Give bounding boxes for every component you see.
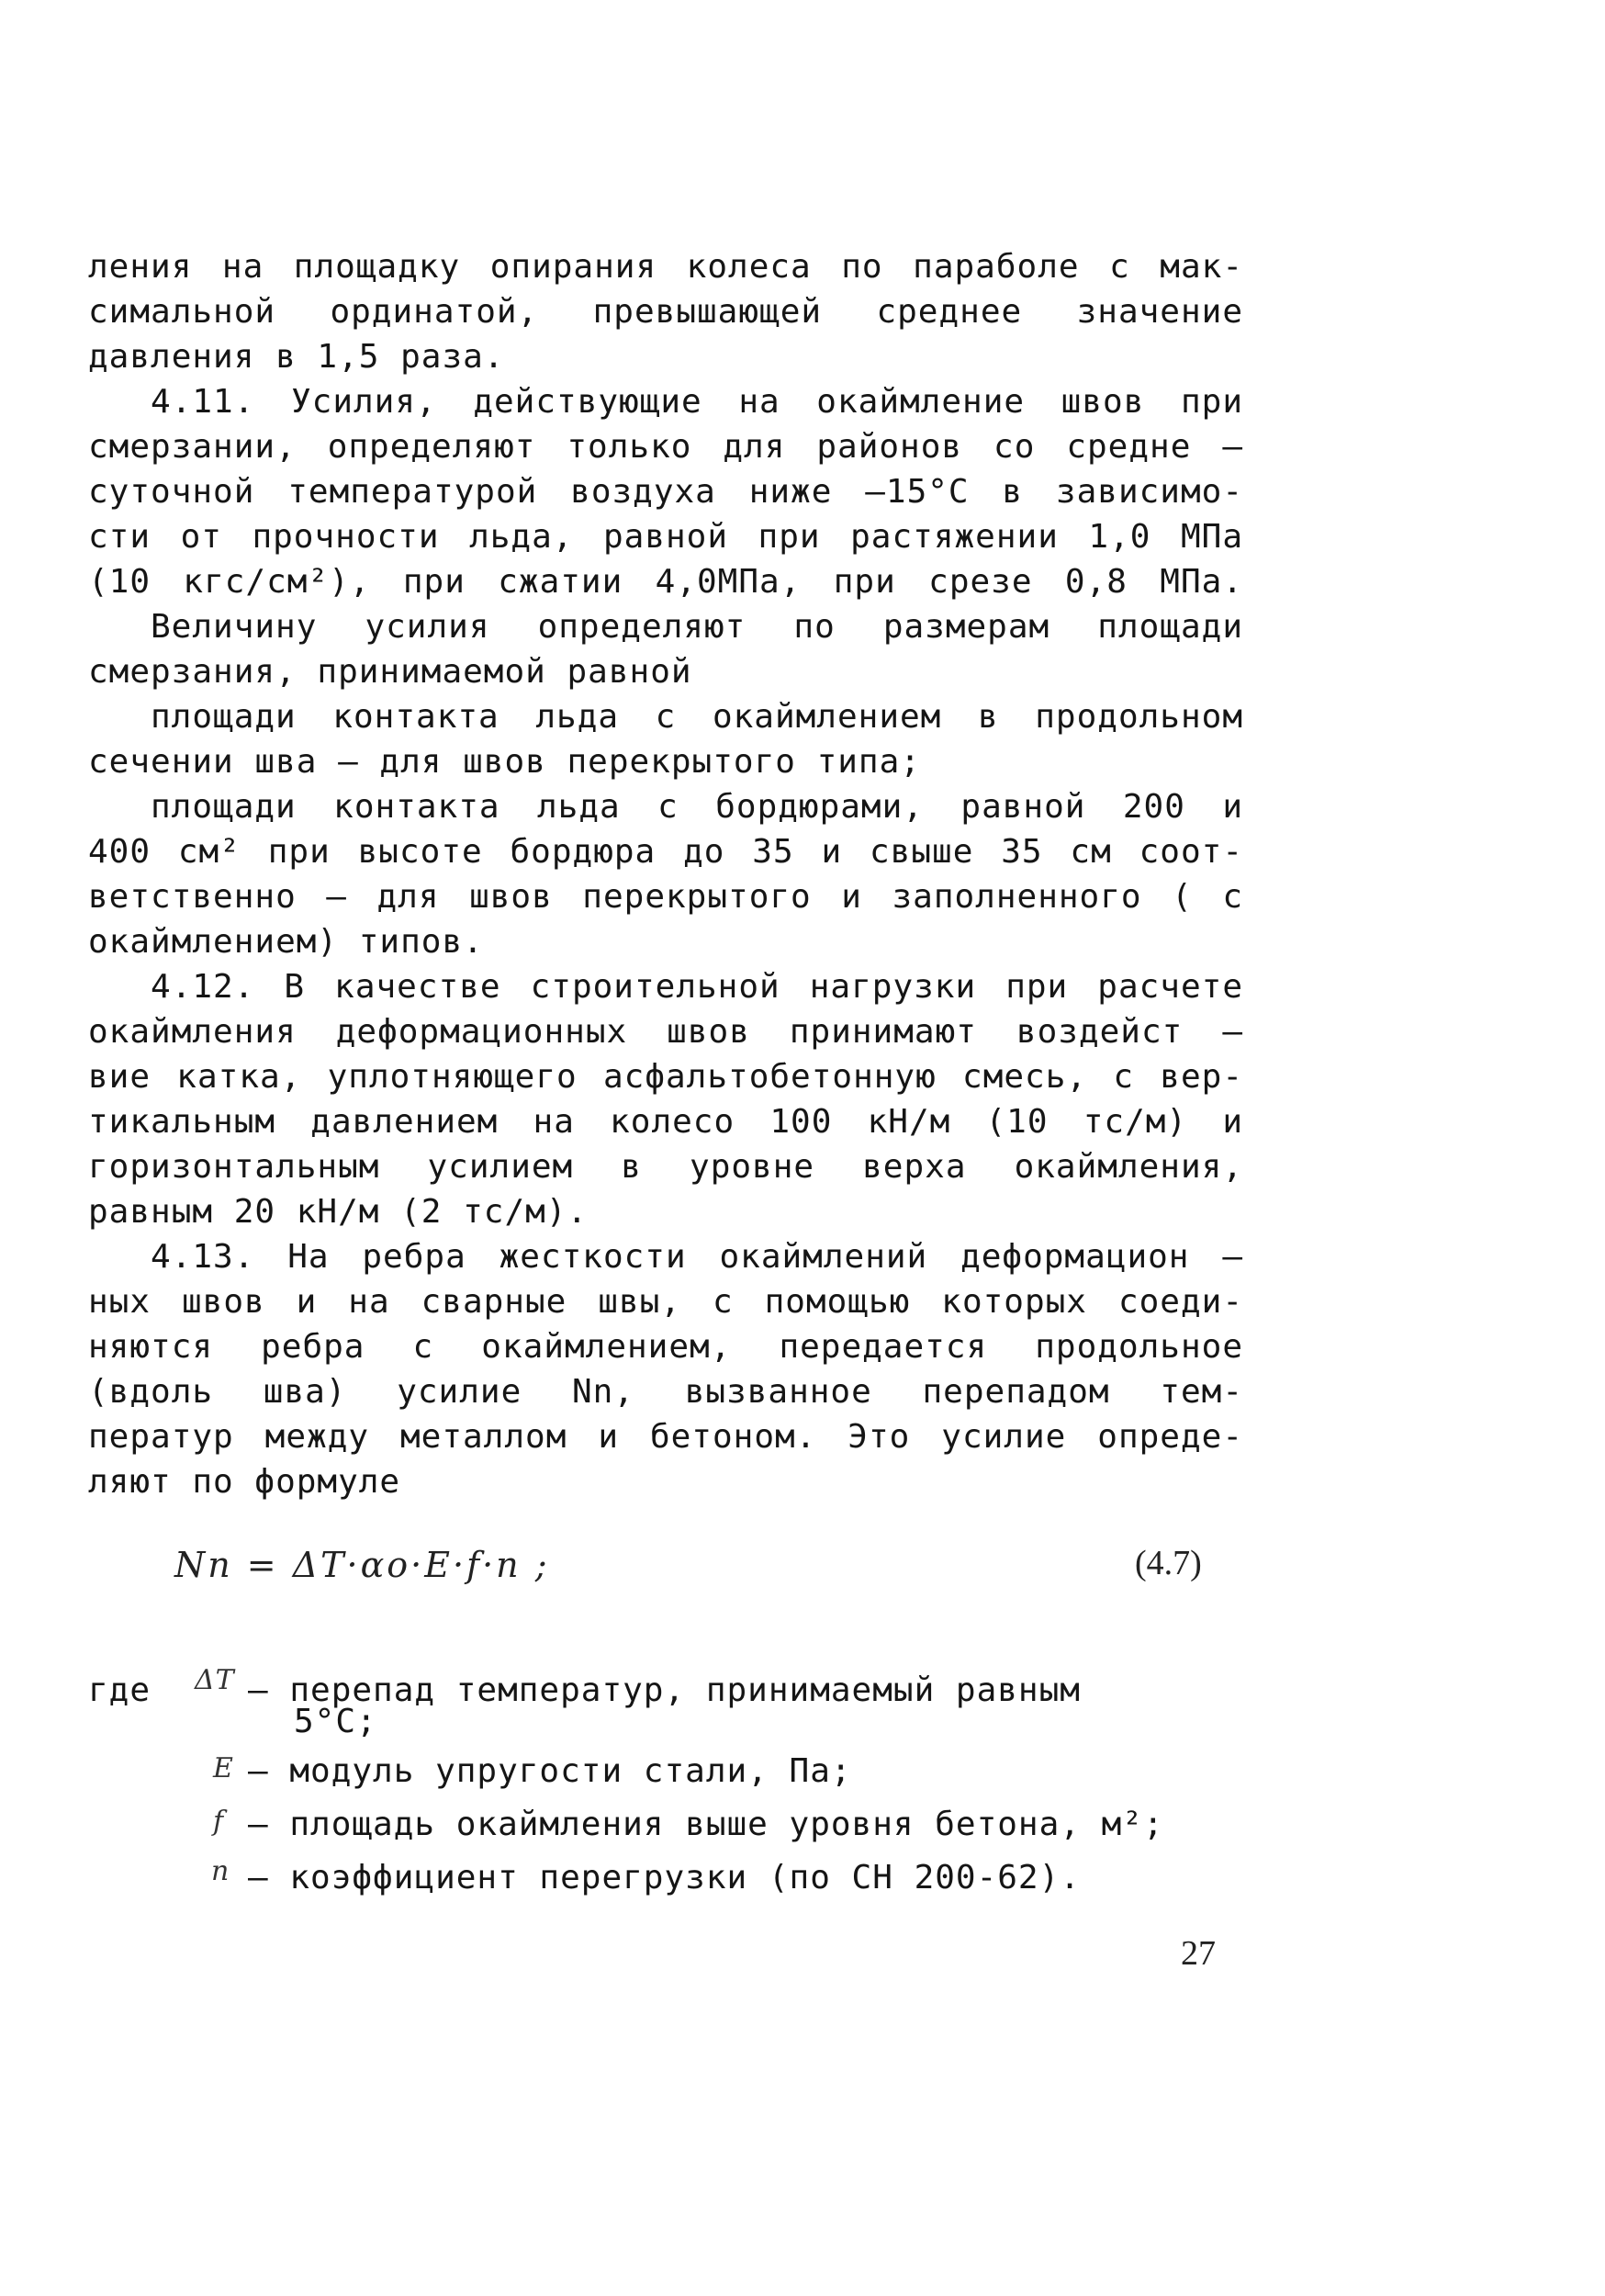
text-line: Величину усилия определяют по размерам площади: [151, 608, 1243, 646]
text-line: ператур между металлом и бетоном. Это усилие опреде-: [88, 1418, 1243, 1456]
text-line: окаймлением) типов.: [88, 923, 484, 961]
where-word: где: [88, 1671, 152, 1709]
text-line: смерзания, принимаемой равной: [88, 653, 692, 691]
symbol-f: f: [213, 1806, 225, 1838]
text-line: ных швов и на сварные швы, с помощью которых соеди-: [88, 1283, 1243, 1321]
text-line: ляют по формуле: [88, 1463, 401, 1501]
formula-4-7: Nn = ΔT·αo·E·f·n ;: [174, 1545, 550, 1585]
formula-number: (4.7): [1135, 1544, 1202, 1582]
text-line: ветственно – для швов перекрытого и заполненного ( с: [88, 878, 1243, 916]
text-line: тикальным давлением на колесо 100 кН/м (10 тс/м) и: [88, 1103, 1243, 1141]
text-line: площади контакта льда с окаймлением в продольном: [151, 698, 1243, 736]
text-line: 4.11. Усилия, действующие на окаймление швов при: [151, 383, 1243, 421]
body-text: [88, 244, 1243, 1504]
text-line: 400 см² при высоте бордюра до 35 и свыше 35 см соот-: [88, 833, 1243, 871]
page-number: 27: [1181, 1934, 1216, 1973]
text-line: (вдоль шва) усилие Nn, вызванное перепадом тем-: [88, 1373, 1243, 1411]
text-line: (10 кгс/см²), при сжатии 4,0МПа, при срезе 0,8 МПа.: [88, 563, 1243, 601]
text-line: сечении шва – для швов перекрытого типа;: [88, 743, 921, 781]
text-line: сти от прочности льда, равной при растяжении 1,0 МПа: [88, 518, 1243, 556]
text-line: окаймления деформационных швов принимают воздейст –: [88, 1013, 1243, 1051]
text-line: 4.12. В качестве строительной нагрузки при расчете: [151, 968, 1243, 1006]
definition-f: – площадь окаймления выше уровня бетона, м²;: [248, 1806, 1164, 1843]
symbol-n: n: [211, 1855, 230, 1887]
text-line: горизонтальным усилием в уровне верха окаймления,: [88, 1148, 1243, 1186]
definition-delta-t: – перепад температур, принимаемый равным: [248, 1671, 1081, 1709]
text-line: суточной температурой воздуха ниже –15°C в зависимо-: [88, 473, 1243, 511]
text-line: площади контакта льда с бордюрами, равной 200 и: [151, 788, 1243, 826]
text-line: 4.13. На ребра жесткости окаймлений деформацион –: [151, 1238, 1243, 1276]
text-line: ления на площадку опирания колеса по параболе с мак-: [88, 248, 1243, 286]
definition-delta-t-value: 5°C;: [294, 1703, 377, 1740]
text-line: давления в 1,5 раза.: [88, 338, 505, 376]
text-line: симальной ординатой, превышающей среднее значение: [88, 293, 1243, 331]
symbol-e: E: [213, 1752, 234, 1784]
text-line: равным 20 кН/м (2 тс/м).: [88, 1193, 589, 1231]
text-line: вие катка, уплотняющего асфальтобетонную смесь, с вер-: [88, 1058, 1243, 1096]
definition-n: – коэффициент перегрузки (по СН 200-62).: [248, 1859, 1081, 1896]
text-line: смерзании, определяют только для районов со средне –: [88, 428, 1243, 466]
symbol-delta-t: ΔT: [195, 1664, 235, 1696]
definition-e: – модуль упругости стали, Па;: [248, 1752, 852, 1790]
text-line: няются ребра с окаймлением, передается продольное: [88, 1328, 1243, 1366]
